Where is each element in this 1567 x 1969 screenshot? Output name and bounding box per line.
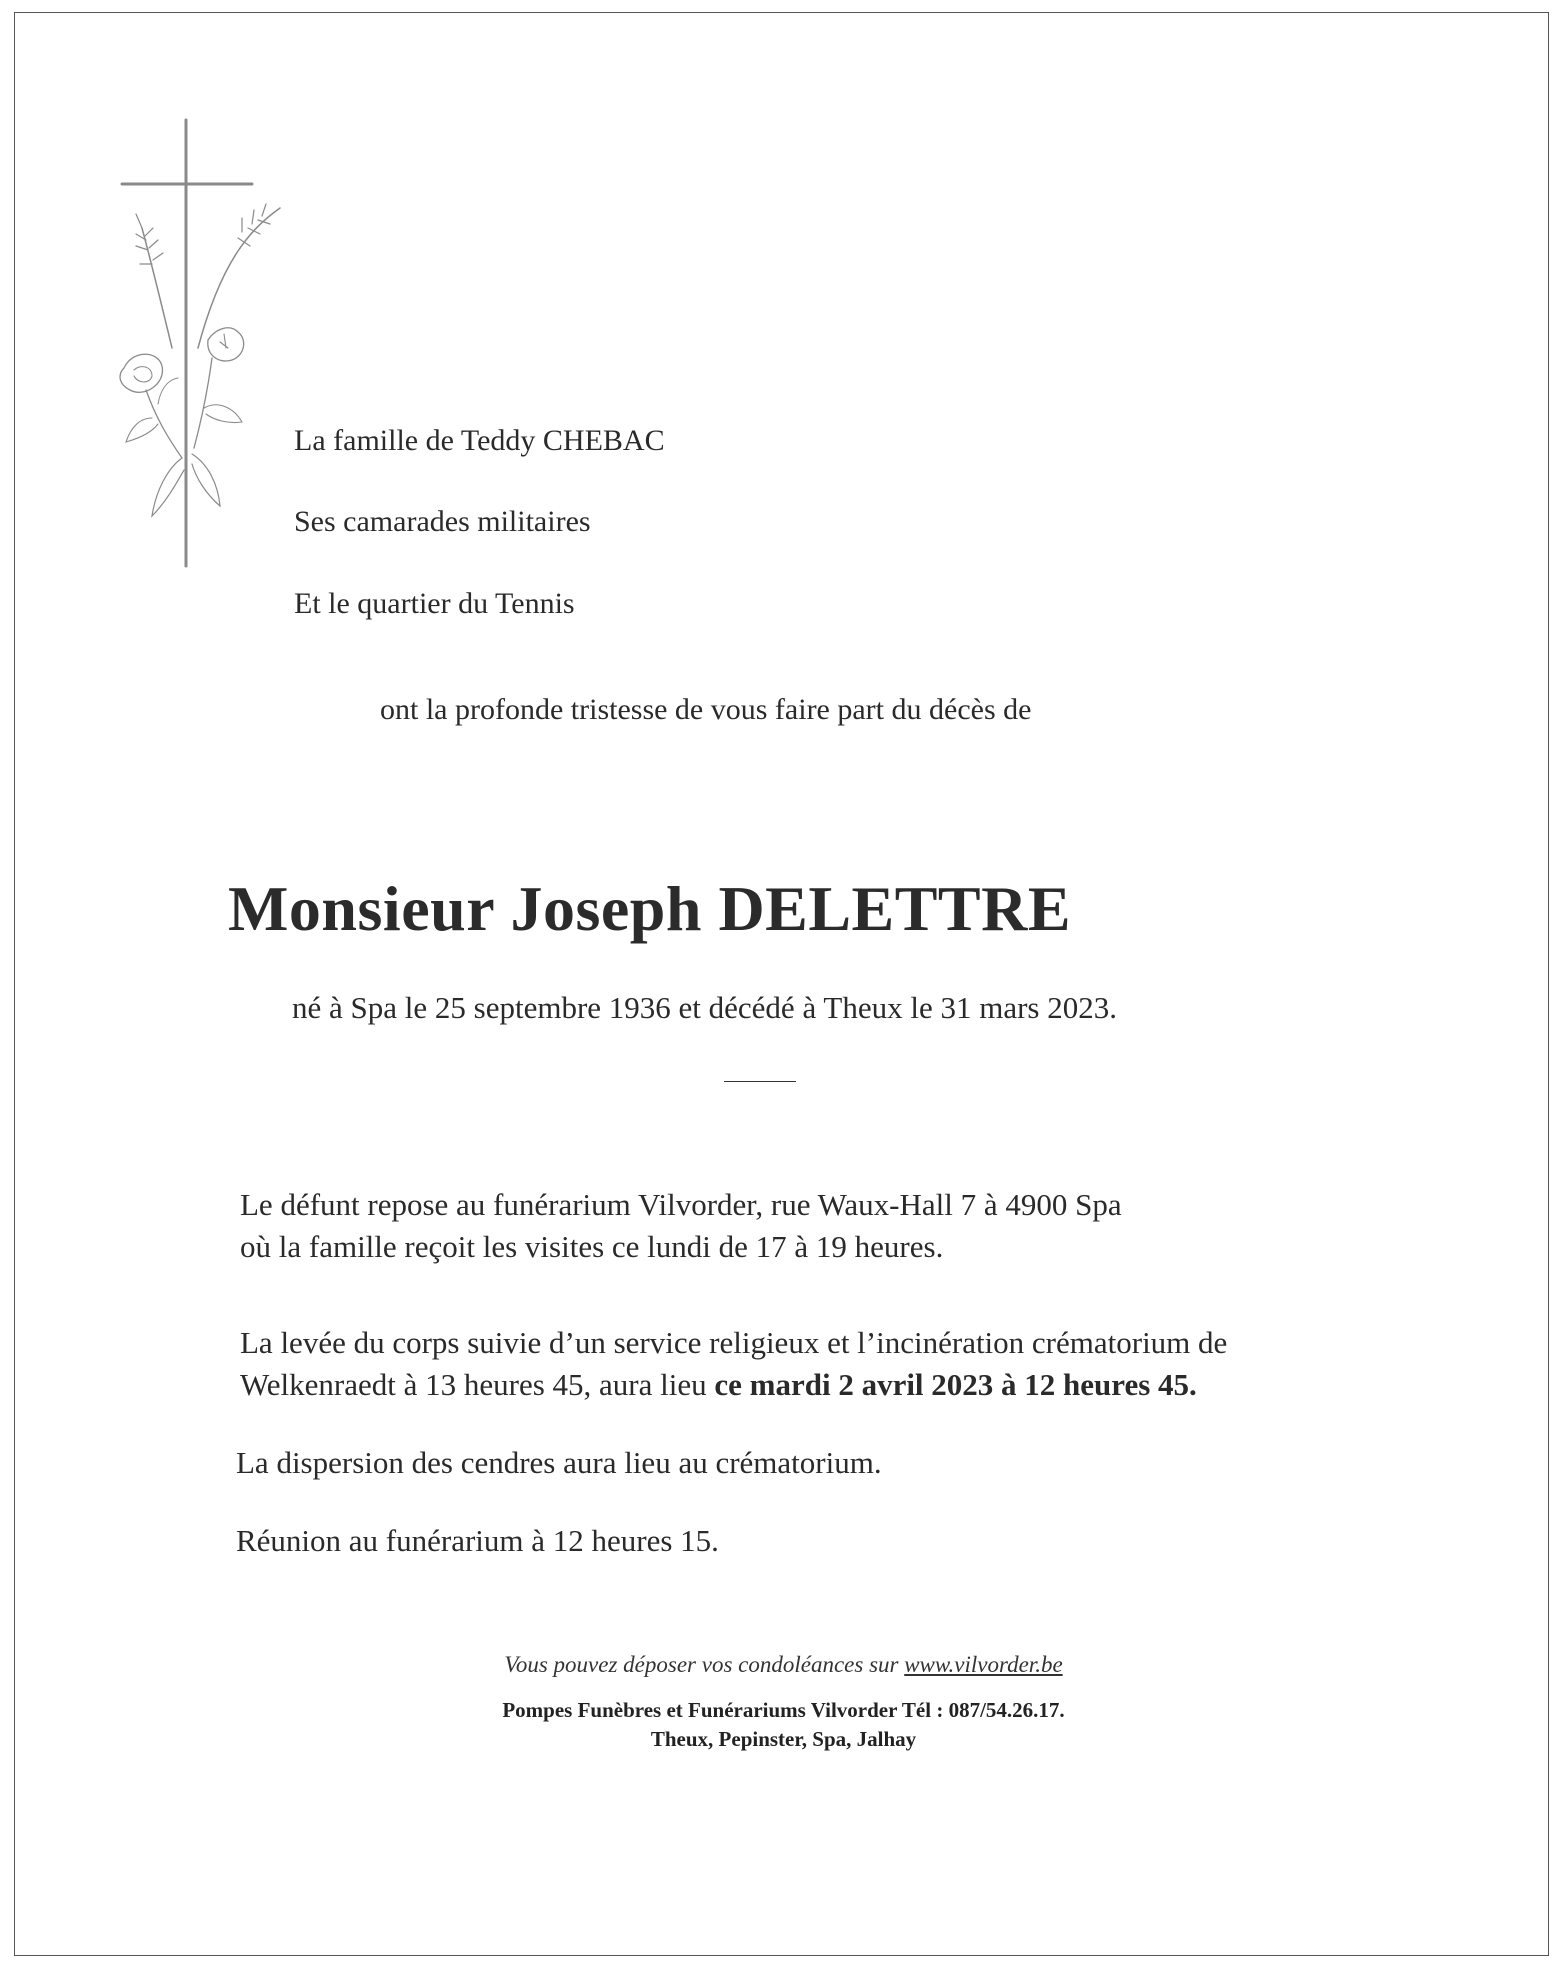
repose-line-2: où la famille reçoit les visites ce lundi de 17 à 19 heures. [240, 1229, 944, 1264]
company-line: Pompes Funèbres et Funérariums Vilvorder Tél : 087/54.26.17. [502, 1698, 1065, 1722]
birth-death-dates: né à Spa le 25 septembre 1936 et décédé à Theux le 31 mars 2023. [292, 990, 1117, 1025]
announcement-text: ont la profonde tristesse de vous faire part du décès de [380, 693, 1032, 726]
service-line-2 [240, 1364, 1227, 1406]
repose-line-1: Le défunt repose au funérarium Vilvorder, rue Waux-Hall 7 à 4900 Spa [240, 1187, 1122, 1222]
deceased-name: Monsieur Joseph DELETTRE [228, 873, 1071, 944]
service-paragraph [240, 1322, 1227, 1406]
family-line-2: Ses camarades militaires [294, 505, 591, 538]
locations-line: Theux, Pepinster, Spa, Jalhay [650, 1727, 917, 1751]
service-date-time: ce mardi 2 avril 2023 à 12 heures 45. [714, 1367, 1197, 1402]
dispersion-text: La dispersion des cendres aura lieu au crématorium. [236, 1445, 882, 1480]
condolences-text: Vous pouvez déposer vos condoléances sur [504, 1652, 905, 1677]
family-line-3: Et le quartier du Tennis [294, 587, 575, 620]
repose-paragraph [240, 1184, 1122, 1268]
service-line-1: La levée du corps suivie d’un service religieux et l’incinération crématorium de [240, 1325, 1228, 1360]
cross-with-flowers-icon [112, 118, 292, 570]
condolences-link[interactable]: www.vilvorder.be [904, 1652, 1063, 1677]
separator-rule [724, 1081, 796, 1082]
service-line-2-text: Welkenraedt à 13 heures 45, aura lieu [240, 1367, 715, 1402]
reunion-text: Réunion au funérarium à 12 heures 15. [236, 1523, 719, 1558]
condolences-note [0, 1652, 1567, 1678]
family-line-1: La famille de Teddy CHEBAC [294, 424, 665, 457]
